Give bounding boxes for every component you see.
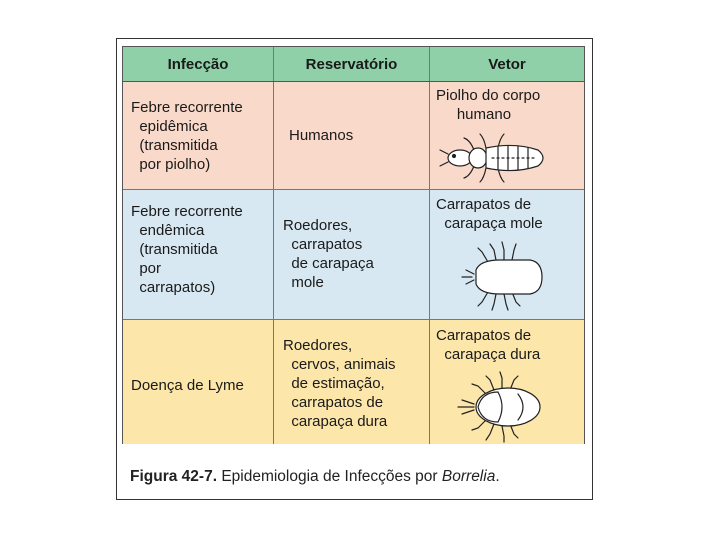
epidemiology-table bbox=[122, 46, 585, 444]
figure-caption bbox=[130, 468, 500, 486]
reservatorio-text: Roedores, carrapatos de carapaça mole bbox=[283, 217, 374, 291]
infeccao-text: Febre recorrente endêmica (transmitida por carrapatos) bbox=[131, 203, 243, 296]
cell-vetor bbox=[430, 190, 584, 319]
table-row bbox=[123, 82, 584, 190]
hard-tick-icon bbox=[448, 370, 548, 444]
cell-vetor bbox=[430, 320, 584, 444]
header-reservatorio: Reservatório bbox=[274, 47, 430, 81]
caption-label: Figura 42-7. bbox=[130, 468, 217, 485]
caption-text: Epidemiologia de Infecções por bbox=[221, 468, 442, 485]
cell-infeccao bbox=[123, 320, 274, 444]
soft-tick-icon bbox=[450, 240, 550, 314]
caption-italic: Borrelia bbox=[441, 468, 496, 485]
table-row bbox=[123, 320, 584, 444]
louse-icon bbox=[434, 128, 554, 188]
cell-vetor bbox=[430, 82, 584, 189]
figure-frame bbox=[116, 38, 593, 500]
table-header-row bbox=[123, 47, 584, 82]
cell-reservatorio bbox=[274, 320, 430, 444]
vetor-text: Piolho do corpo humano bbox=[436, 87, 541, 123]
caption-end: . bbox=[495, 468, 500, 485]
cell-infeccao bbox=[123, 82, 274, 189]
vetor-text: Carrapatos de carapaça dura bbox=[436, 327, 541, 363]
vetor-text: Carrapatos de carapaça mole bbox=[436, 196, 543, 232]
infeccao-text: Doença de Lyme bbox=[131, 377, 244, 394]
reservatorio-text: Roedores, cervos, animais de estimação, carrapatos de carapaça dura bbox=[283, 337, 396, 430]
header-infeccao: Infecção bbox=[123, 47, 274, 81]
cell-infeccao bbox=[123, 190, 274, 319]
table-row bbox=[123, 190, 584, 320]
infeccao-text: Febre recorrente epidêmica (transmitida por piolho) bbox=[131, 99, 243, 173]
cell-reservatorio bbox=[274, 190, 430, 319]
header-vetor: Vetor bbox=[488, 55, 526, 73]
cell-reservatorio bbox=[274, 82, 430, 189]
reservatorio-text: Humanos bbox=[289, 127, 354, 144]
